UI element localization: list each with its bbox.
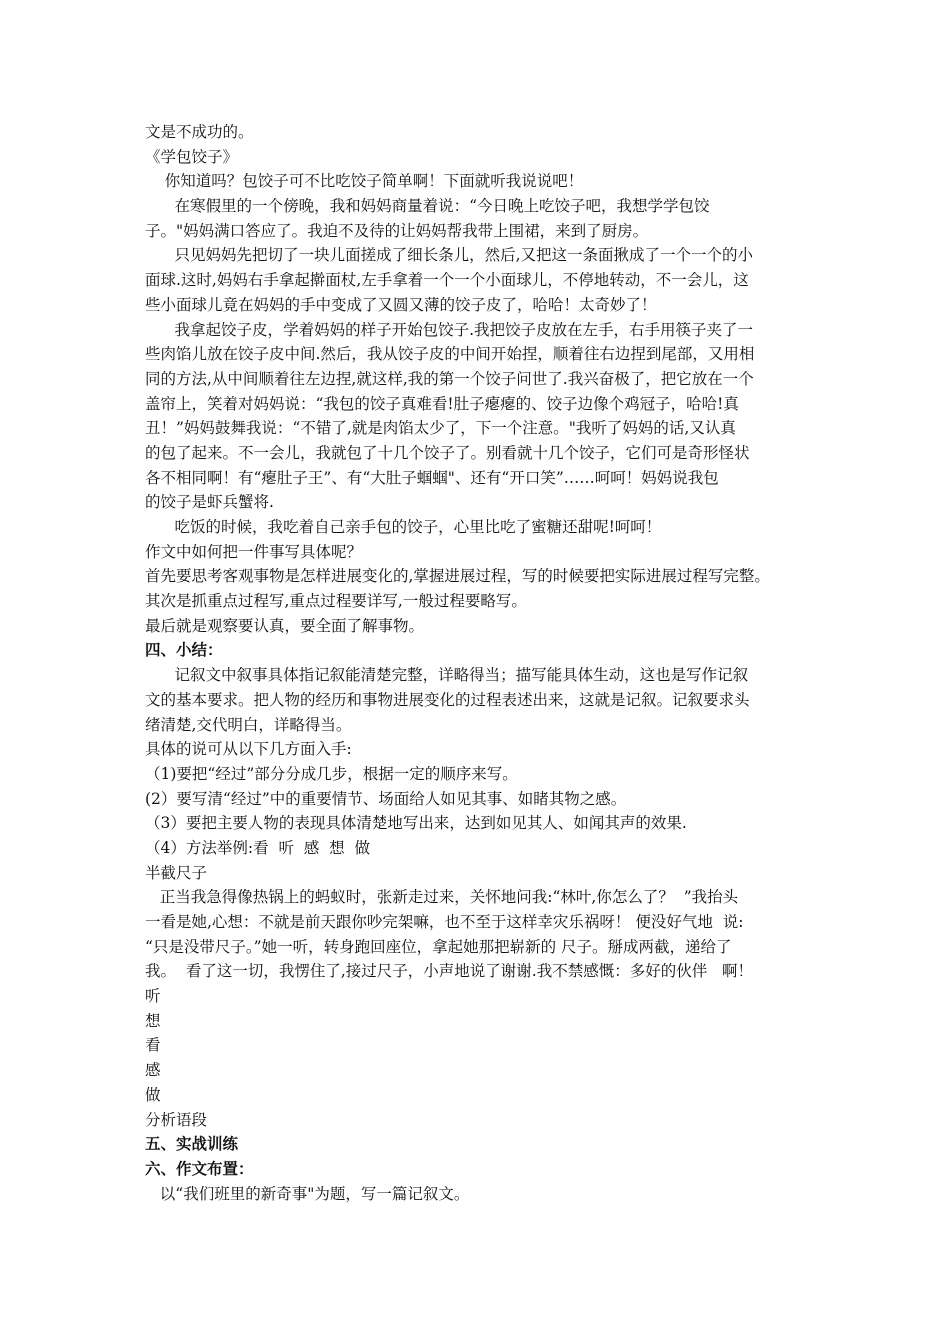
text-line: （4）方法举例:看 听 感 想 做 — [145, 838, 371, 857]
text-line: 吃饭的时候，我吃着自己亲手包的饺子，心里比吃了蜜糖还甜呢!呵呵！ — [145, 518, 662, 536]
text-line: 同的方法,从中间顺着往左边捏,就这样,我的第一个饺子问世了.我兴奋极了，把它放在一个 — [145, 369, 754, 388]
text-line: 各不相同啊！有“瘪肚子王”、有“大肚子蝈蝈"、还有“开口笑”……呵呵！妈妈说我包 — [145, 468, 719, 487]
text-line: 文是不成功的。 — [145, 123, 254, 141]
text-line: （1)要把“经过”部分分成几步，根据一定的顺序来写。 — [145, 764, 518, 783]
text-line: 的包了起来。不一会儿，我就包了十几个饺子了。别看就十几个饺子，它们可是奇形怪状 — [145, 443, 750, 462]
text-line: 记叙文中叙事具体指记叙能清楚完整，详略得当；描写能具体生动，这也是写作记叙 — [145, 666, 749, 685]
text-line: 盖帘上，笑着对妈妈说：“我包的饺子真难看!肚子瘪瘪的、饺子边像个鸡冠子，哈哈!真 — [145, 394, 739, 413]
text-line: 分析语段 — [145, 1110, 208, 1129]
text-line: 其次是抓重点过程写,重点过程要详写,一般过程要略写。 — [145, 592, 527, 611]
text-line: 最后就是观察要认真，要全面了解事物。 — [145, 616, 425, 635]
text-line: 正当我急得像热锅上的蚂蚁时，张新走过来，关怀地问我:“林叶,你怎么了？ ”我抬头 — [145, 888, 739, 907]
text-line: 只见妈妈先把切了一块儿面搓成了细长条儿，然后,又把这一条面揪成了一个一个的小 — [145, 246, 753, 265]
text-line: 文的基本要求。把人物的经历和事物进展变化的过程表述出来，这就是记叙。记叙要求头 — [145, 690, 750, 709]
text-line: 些小面球儿竟在妈妈的手中变成了又圆又薄的饺子皮了，哈哈！太奇妙了！ — [145, 295, 657, 314]
text-line: 半截尺子 — [145, 863, 208, 882]
text-line: 作文中如何把一件事写具体呢？ — [145, 542, 363, 561]
text-line: 具体的说可从以下几方面入手: — [145, 740, 352, 759]
text-line: 些肉馅儿放在饺子皮中间.然后，我从饺子皮的中间开始捏，顺着往右边捏到尾部，又用相 — [145, 345, 755, 364]
text-line: 我。 看了这一切，我愣住了,接过尺子，小声地说了谢谢.我不禁感慨：多好的伙伴 啊！ — [145, 962, 753, 981]
text-line: 丑！”妈妈鼓舞我说：“不错了,就是肉馅太少了，下一个注意。"我听了妈妈的话,又认真 — [145, 419, 736, 438]
text-line: “只是没带尺子。”她一听，转身跑回座位，拿起她那把崭新的 尺子。掰成两截，递给了 — [145, 937, 732, 956]
text-line: 绪清楚,交代明白，详略得当。 — [145, 715, 352, 734]
section-heading: 五、实战训练 — [145, 1134, 239, 1154]
section-heading: 四、小结： — [145, 640, 223, 660]
text-line: 你知道吗？包饺子可不比吃饺子简单啊！下面就听我说说吧！ — [145, 172, 584, 191]
text-line: 感 — [145, 1061, 161, 1080]
text-line: 做 — [145, 1085, 161, 1104]
text-line: 以“我们班里的新奇事"为题，写一篇记叙文。 — [145, 1184, 470, 1203]
section-heading: 六、作文布置： — [145, 1158, 254, 1178]
text-line: 我拿起饺子皮，学着妈妈的样子开始包饺子.我把饺子皮放在左手，右手用筷子夹了一 — [145, 320, 753, 339]
text-line: （3）要把主要人物的表现具体清楚地写出来，达到如见其人、如闻其声的效果. — [145, 814, 687, 833]
text-line: 首先要思考客观事物是怎样进展变化的,掌握进展过程，写的时候要把实际进展过程写完整。 — [145, 567, 770, 586]
document-page — [145, 120, 810, 1206]
text-line: 看 — [145, 1036, 161, 1055]
text-line: (2）要写清“经过”中的重要情节、场面给人如见其事、如睹其物之感。 — [145, 789, 627, 808]
text-line: 子。"妈妈满口答应了。我迫不及待的让妈妈帮我带上围裙，来到了厨房。 — [145, 221, 649, 240]
text-line: 的饺子是虾兵蟹将. — [145, 493, 274, 512]
text-line: 一看是她,心想：不就是前天跟你吵完架嘛，也不至于这样幸灾乐祸呀！ 便没好气地 说: — [145, 913, 744, 931]
text-line: 在寒假里的一个傍晚，我和妈妈商量着说：“今日晚上吃饺子吧，我想学学包饺 — [145, 197, 710, 216]
text-line: 面球.这时,妈妈右手拿起擀面杖,左手拿着一个一个小面球儿，不停地转动，不一会儿，这 — [145, 271, 749, 290]
text-line: 听 — [145, 987, 161, 1006]
text-line: 想 — [145, 1011, 161, 1030]
text-line: 《学包饺子》 — [145, 147, 239, 166]
